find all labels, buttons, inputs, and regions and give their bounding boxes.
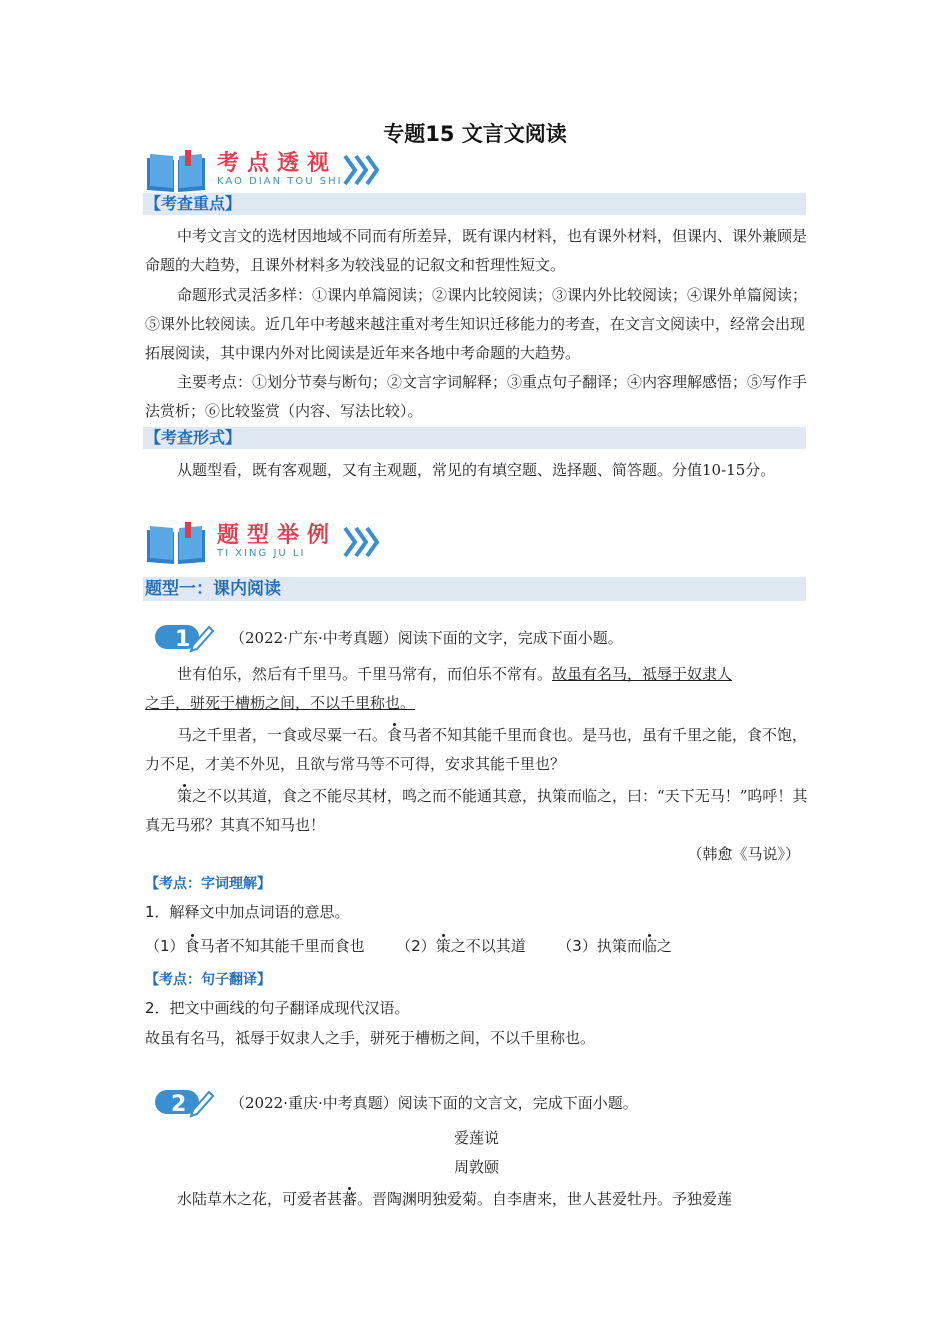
- banner-title: 题型举例: [217, 523, 338, 548]
- paragraph: 中考文言文的选材因地域不同而有所差异，既有课内材料，也有课外材料，但课内、课外兼顾是命题的大趋势，且课外材料多为较浅显的记叙文和哲理性短文。: [145, 227, 808, 274]
- passage-para-1: 水陆草木之花，可爱者甚蕃。晋陶渊明独爱菊。自李唐来，世人甚爱牡丹。予独爱莲: [177, 1190, 733, 1208]
- book-icon: [145, 150, 207, 194]
- sub-items: （1）食马者不知其能千里而食也 （2）策之不以其道 （3）执策而临之: [145, 937, 672, 955]
- question-number: 2: [171, 1092, 187, 1117]
- question-source: （2022·重庆·中考真题）阅读下面的文言文，完成下面小题。: [230, 1094, 638, 1112]
- dotted-char: 食: [387, 726, 403, 744]
- section-bar-focus: [143, 193, 806, 215]
- passage-para-3: 策之不以其道，食之不能尽其材，鸣之而不能通其意，执策而临之，曰：“天下无马！”呜呼！其真无马邪？其真不知马也！: [145, 787, 808, 834]
- section-bar-form: [143, 427, 806, 449]
- passage-author: 周敦颐: [453, 1158, 499, 1176]
- chevrons-icon: [343, 152, 383, 188]
- attribution: （韩愈《马说》）: [687, 845, 800, 863]
- chevrons-icon: [343, 524, 383, 560]
- sub-question: 2．把文中画线的句子翻译成现代汉语。: [145, 999, 410, 1017]
- dotted-char: 蕃: [342, 1190, 358, 1208]
- question-badge-icon: [155, 621, 215, 653]
- banner-kaodian: [145, 150, 385, 194]
- section-bar-type1: [143, 577, 806, 601]
- dotted-char: 临: [641, 937, 657, 955]
- question-badge-icon: [155, 1086, 215, 1118]
- banner-title: 考点透视: [217, 151, 338, 176]
- question-source: （2022·广东·中考真题）阅读下面的文字，完成下面小题。: [230, 629, 623, 647]
- paragraph: 主要考点：①划分节奏与断句；②文言字词解释；③重点句子翻译；④内容理解感悟；⑤写作手法赏析；⑥比较鉴赏（内容、写法比较）。: [145, 373, 808, 420]
- section-label: 【考查重点】: [145, 194, 242, 213]
- paragraph: 命题形式灵活多样：①课内单篇阅读；②课内比较阅读；③课内外比较阅读；④课外单篇阅读；⑤课外比较阅读。近几年中考越来越注重对考生知识迁移能力的考查，在文言文阅读中，经常会出现拓展阅读，其中课内外对比阅读是近年来各地中考命题的大趋势。: [145, 286, 808, 362]
- page-title: 专题15 文言文阅读: [383, 122, 567, 146]
- dotted-char: 食: [184, 937, 200, 955]
- kaodian-label: 【考点：字词理解】: [145, 876, 271, 892]
- question-number: 1: [175, 627, 191, 652]
- book-icon: [145, 522, 207, 566]
- dotted-char: 策: [177, 787, 193, 805]
- underlined-sentence: 之手，骈死于槽枥之间，不以千里称也。: [145, 694, 416, 712]
- underlined-sentence: 故虽有名马，祗辱于奴隶人: [552, 665, 733, 683]
- section-label: 【考查形式】: [145, 428, 242, 447]
- type-label: 题型一：课内阅读: [145, 579, 281, 599]
- kaodian-label: 【考点：句子翻译】: [145, 972, 271, 988]
- sub-question-text: 故虽有名马，祗辱于奴隶人之手，骈死于槽枥之间，不以千里称也。: [145, 1029, 596, 1047]
- sub-question: 1．解释文中加点词语的意思。: [145, 903, 350, 921]
- dotted-char: 策: [435, 937, 451, 955]
- passage-title: 爱莲说: [453, 1129, 499, 1147]
- passage-para-2: 马之千里者，一食或尽粟一石。食马者不知其能千里而食也。是马也，虽有千里之能，食不饱，力不足，才美不外见，且欲与常马等不可得，安求其能千里也？: [145, 726, 808, 773]
- paragraph: 从题型看，既有客观题，又有主观题，常见的有填空题、选择题、简答题。分值10-15分。: [177, 461, 776, 479]
- banner-subtitle: KAO DIAN TOU SHI: [217, 176, 343, 187]
- banner-tixing: [145, 522, 385, 566]
- passage-para-1: 世有伯乐，然后有千里马。千里马常有，而伯乐不常有。故虽有名马，祗辱于奴隶人 之手，骈死于槽枥之间，不以千里称也。: [145, 660, 808, 718]
- banner-subtitle: TI XING JU LI: [217, 548, 306, 559]
